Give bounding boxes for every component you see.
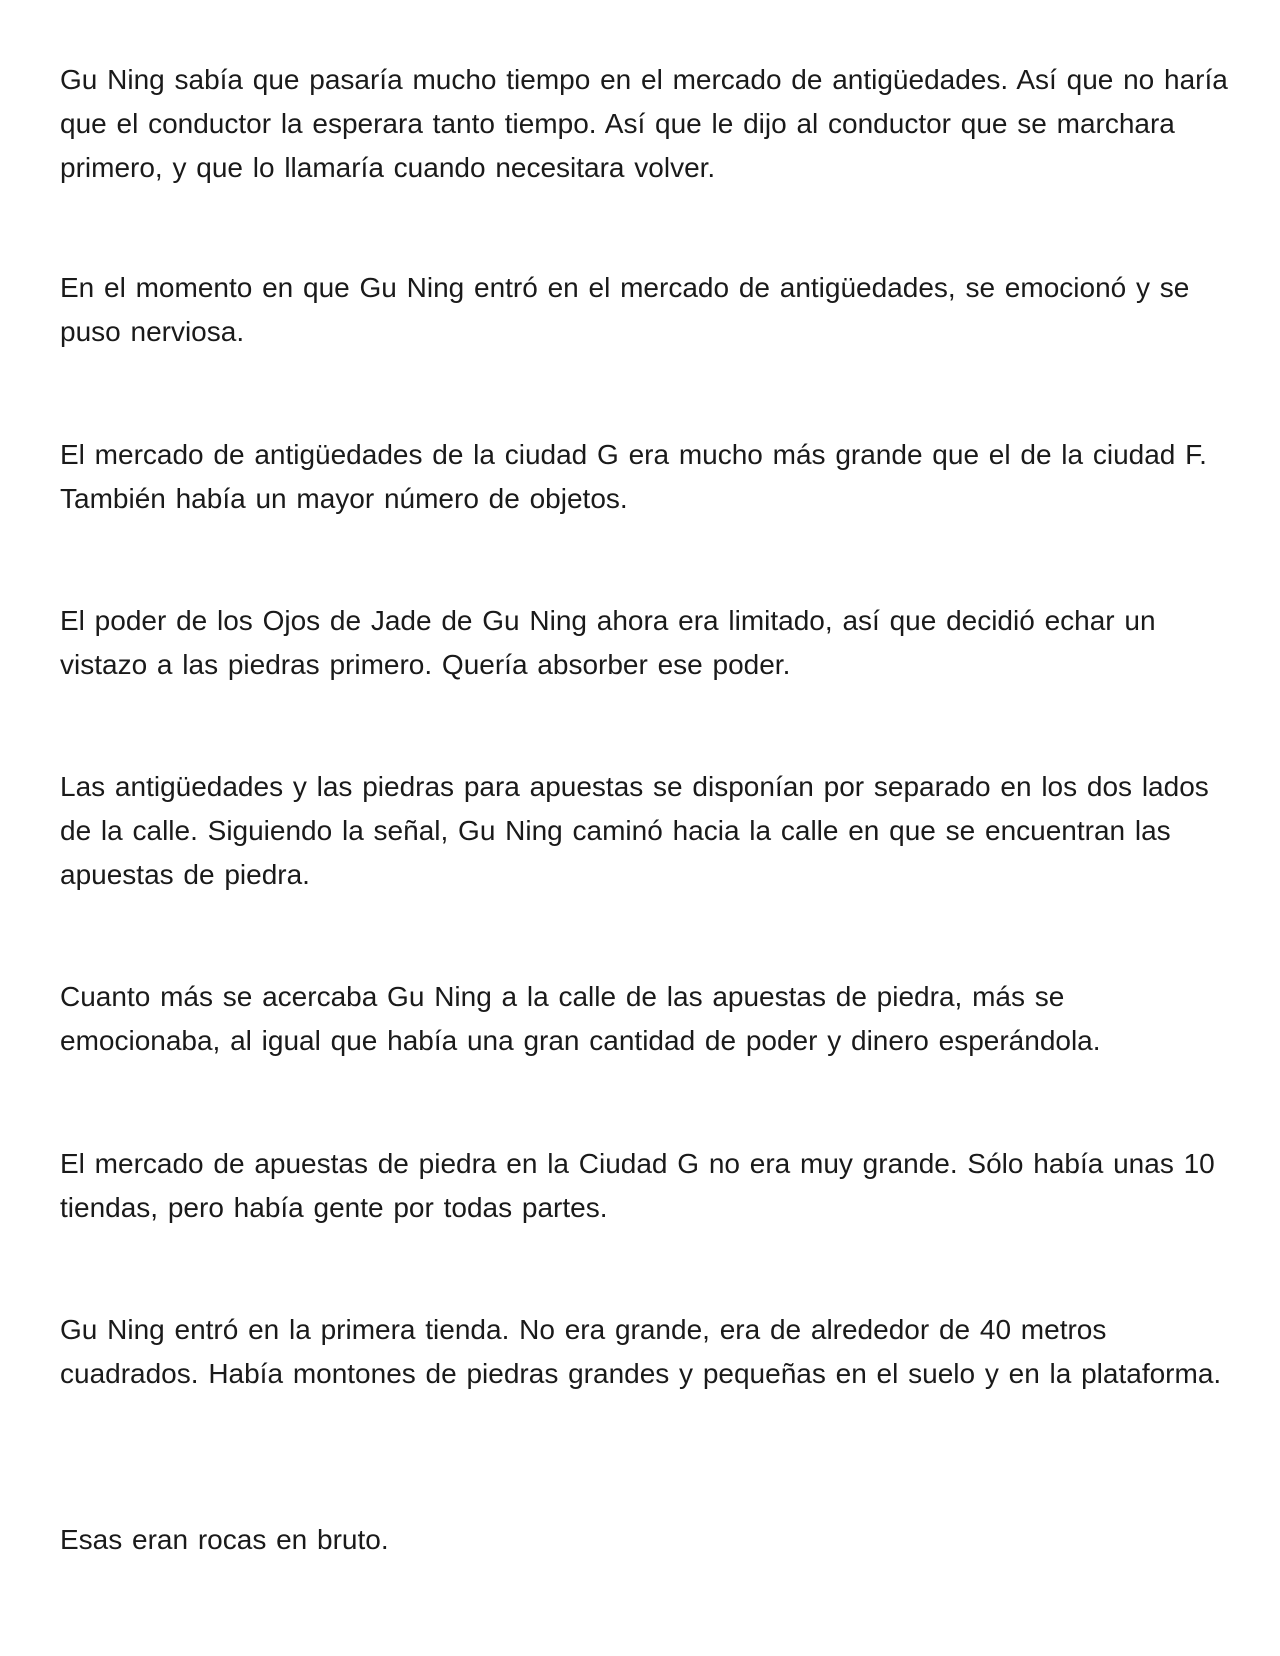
paragraph-2: En el momento en que Gu Ning entró en el mercado de antigüedades, se emocionó y se puso nerviosa. xyxy=(60,272,1190,347)
paragraph-4: El poder de los Ojos de Jade de Gu Ning ahora era limitado, así que decidió echar un vistazo a las piedras primero. Quería absorber ese poder. xyxy=(60,605,1156,680)
paragraph-7: El mercado de apuestas de piedra en la Ciudad G no era muy grande. Sólo había unas 10 tiendas, pero había gente por todas partes. xyxy=(60,1148,1215,1223)
paragraph-8: Gu Ning entró en la primera tienda. No era grande, era de alrededor de 40 metros cuadrados. Había montones de piedras grandes y pequeñas en el suelo y en la plataforma. xyxy=(60,1314,1222,1389)
paragraph-5: Las antigüedades y las piedras para apuestas se disponían por separado en los dos lados de la calle. Siguiendo la señal, Gu Ning caminó hacia la calle en que se encuentran las apuestas de piedra. xyxy=(60,771,1209,890)
paragraph-6: Cuanto más se acercaba Gu Ning a la calle de las apuestas de piedra, más se emocionaba, al igual que había una gran cantidad de poder y dinero esperándola. xyxy=(60,981,1101,1056)
paragraph-1: Gu Ning sabía que pasaría mucho tiempo en el mercado de antigüedades. Así que no haría que el conductor la esperara tanto tiempo. Así que le dijo al conductor que se marchara primero, y que lo llamaría cuando necesitara volver. xyxy=(60,64,1228,183)
paragraph-9: Esas eran rocas en bruto. xyxy=(60,1524,389,1555)
paragraph-3: El mercado de antigüedades de la ciudad G era mucho más grande que el de la ciudad F. También había un mayor número de objetos. xyxy=(60,439,1207,514)
